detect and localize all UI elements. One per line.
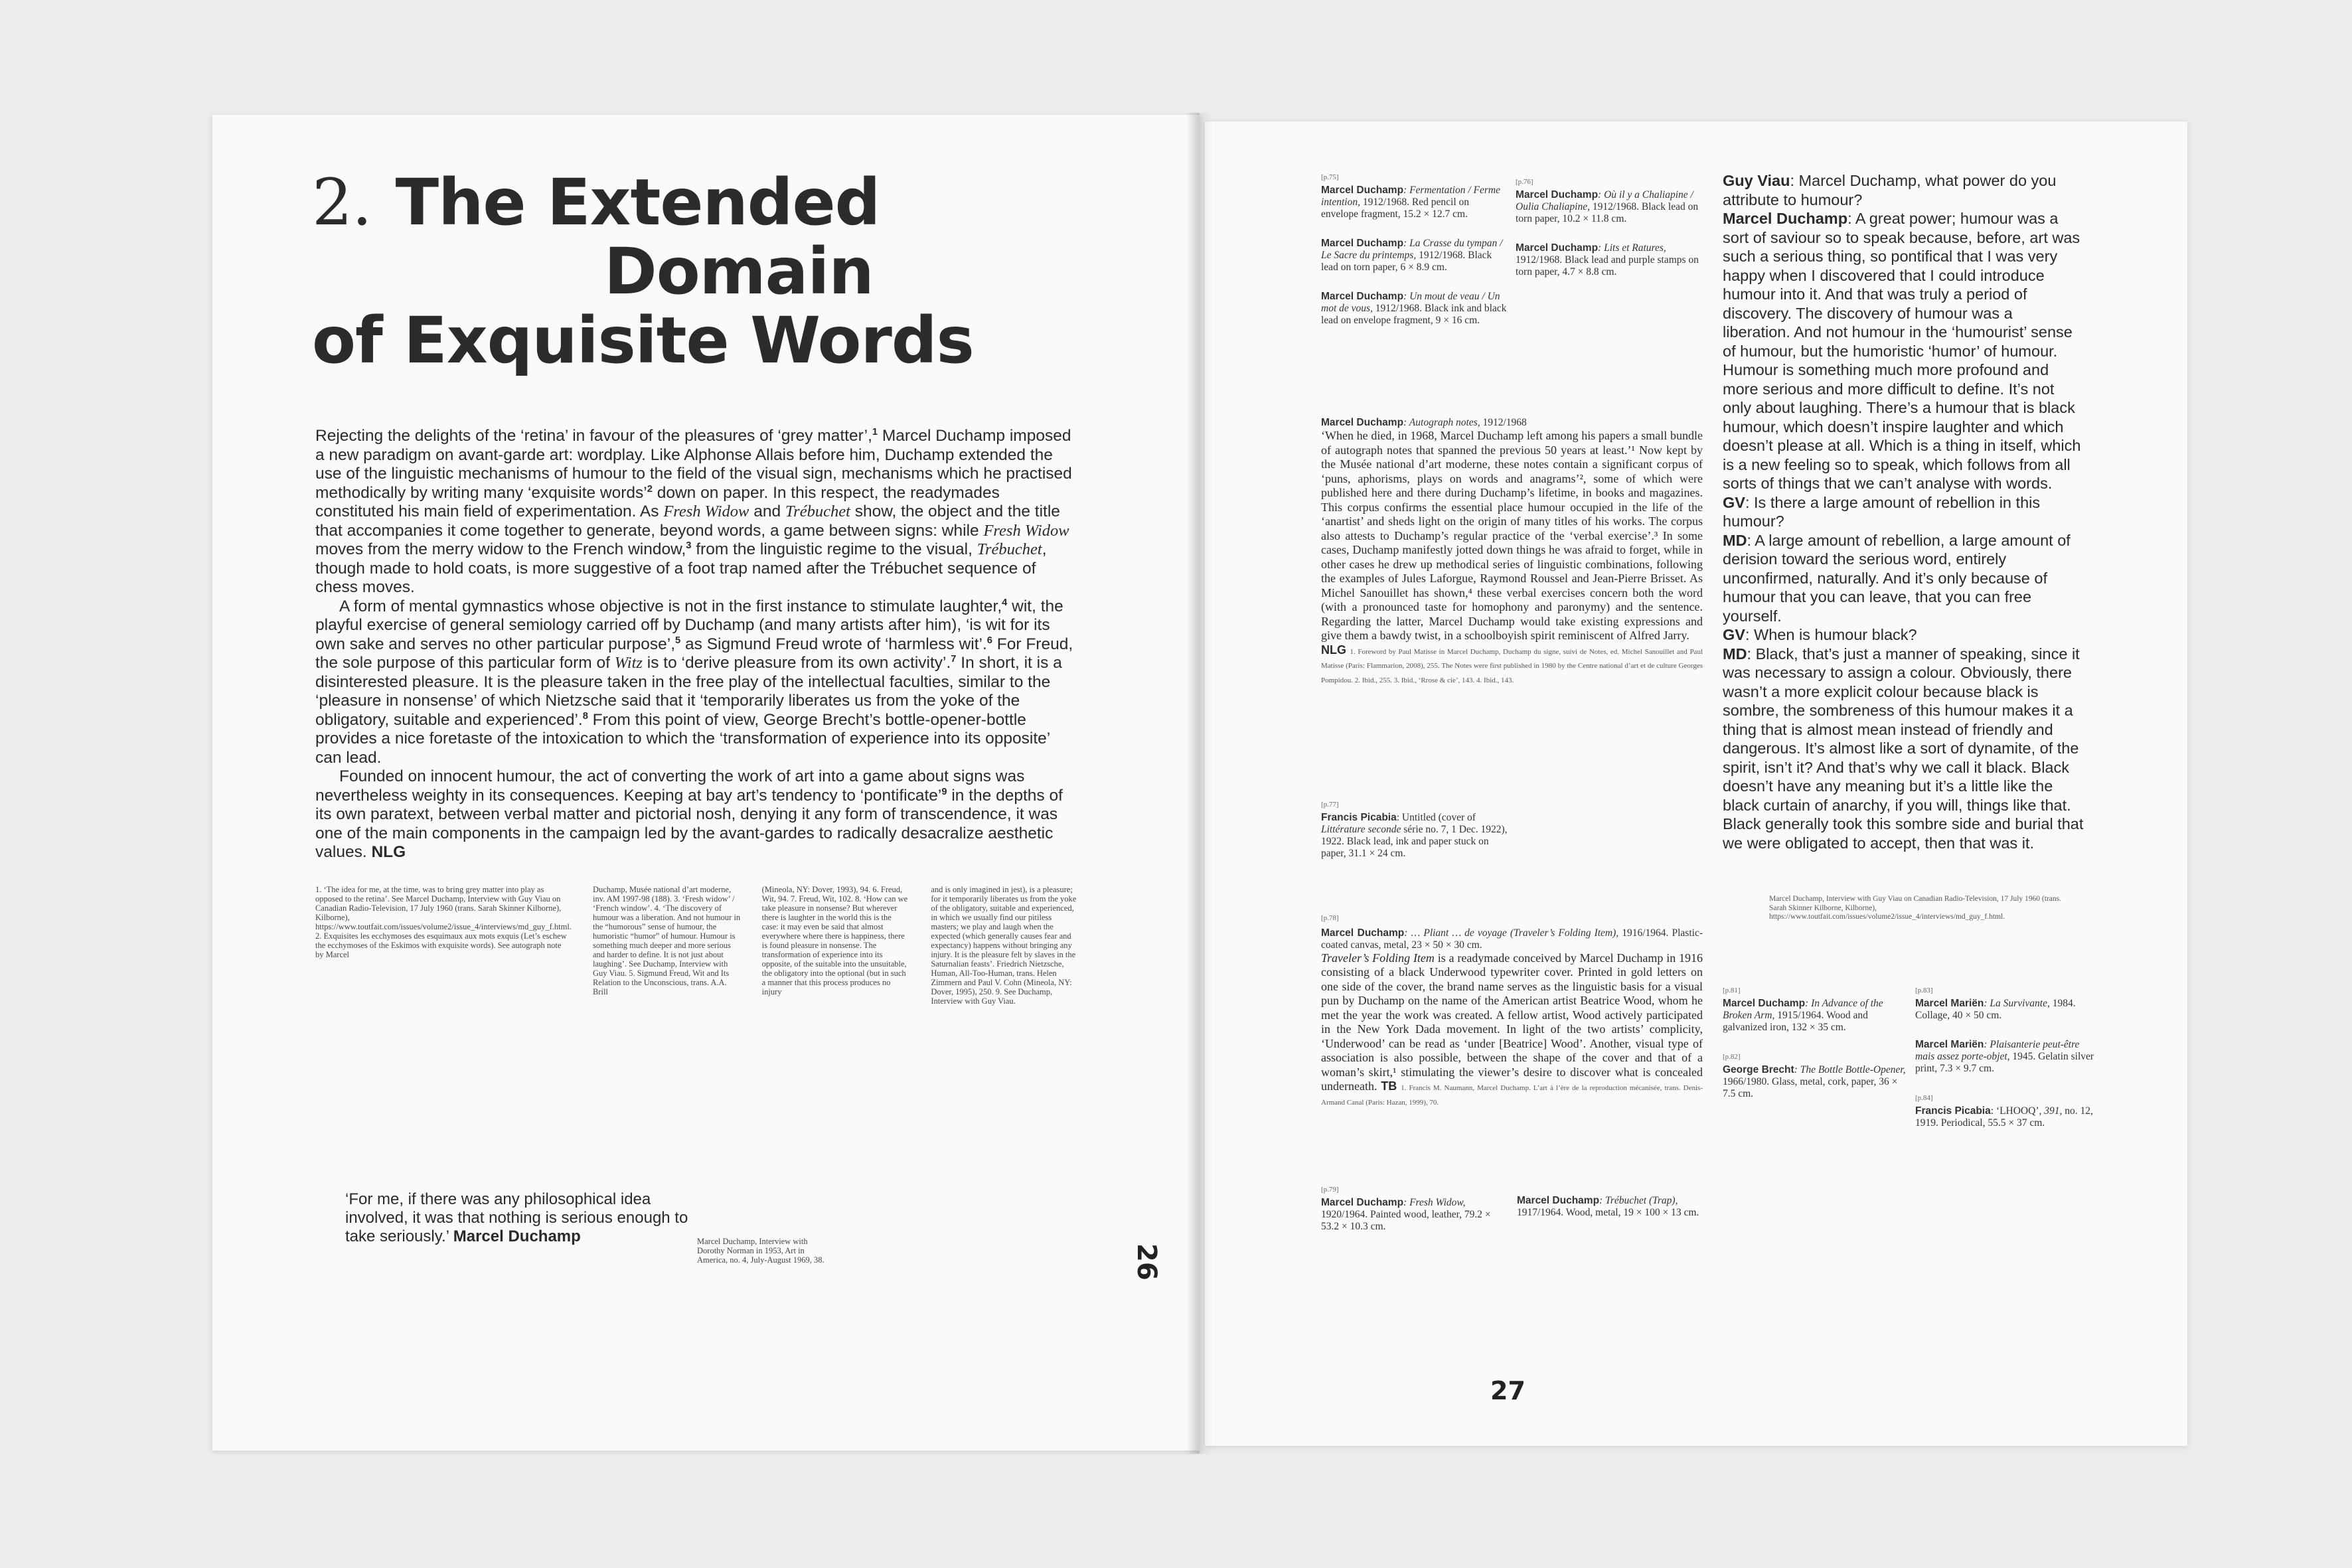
footnote-ref: 1 xyxy=(872,426,878,437)
footnotes-column-1: 1. ‘The idea for me, at the time, was to bring grey matter into play as opposed to the retina’. See Marcel Duchamp, Interview with Guy Viau on Canadian Radio-Television, 17 July 1960 (trans. Sarah Skinner Kilborne), Kilborne), https://www.toutfait.com/issues/volume2/issue_4/interviews/md_guy_f.html. 2. Exquisites les ecchymoses des esquimaux aux mots exquis (Let’s eschew the ecchymoses of the Eskimos with exquisite words). See autograph note by Marcel xyxy=(315,885,572,959)
captions-column-d xyxy=(1915,984,2101,1146)
caption-trebuchet: Marcel Duchamp: Trébuchet (Trap), 1917/1964. Wood, metal, 19 × 100 × 13 cm. xyxy=(1517,1195,1699,1218)
caption: Marcel Duchamp: Lits et Ratures, 1912/1968. Black lead and purple stamps on torn paper, 4.7 × 8.8 cm. xyxy=(1516,242,1699,277)
autograph-notes-essay: Marcel Duchamp: Autograph notes, 1912/1968 ‘When he died, in 1968, Marcel Duchamp left among his papers a small bundle of autograph notes that spanned the previous 50 years at least.’¹ Now kept by the Musée national d’art moderne, these notes contain a significant corpus of ‘puns, aphorisms, plays on words and anagrams’², some of which were published here and there during Duchamp’s lifetime, in books and magazines. This corpus confirms the essential place humour occupied in the life of the ‘anartist’ and sheds light on the origin of many titles of his works. The corpus also attests to Duchamp’s regular practice of the ‘verbal exercise’.³ In some cases, Duchamp manifestly jotted down things he was afraid to forget, while in other cases he drew up methodical series of linguistic combinations, following the examples of Jules Laforgue, Raymond Roussel and Jean-Pierre Brisset. As Michel Sanouillet has shown,⁴ these verbal exercises concern both the word (with a pronounced taste for homophony and paronymy) and the sentence. Regarding the latter, Marcel Duchamp would take existing expressions and give them a bawdy twist, in a schoolboyish spirit reminiscent of Alfred Jarry. NLG 1. Foreword by Paul Matisse in Marcel Duchamp, Duchamp du signe, suivi de Notes, ed. Michel Sanouillet and Paul Matisse (Paris: Flammarion, 2008), 255. The Notes were first published in 1980 by the Centre national d’art et de culture Georges Pompidou. 2. Ibid., 255. 3. Ibid., ‘Rrose & cie’, 143. 4. Ibid., 143. xyxy=(1321,417,1703,684)
caption: Marcel Duchamp: La Crasse du tympan / Le Sacre du printemps, 1912/1968. Black lead on torn paper, 6 × 8.9 cm. xyxy=(1321,238,1503,273)
footnote-ref: 4 xyxy=(1002,597,1008,608)
footnote-ref: 2 xyxy=(647,483,653,495)
plate-number: [p.78] xyxy=(1321,914,1339,922)
author-initials: TB xyxy=(1381,1079,1397,1093)
quote-source: Marcel Duchamp, Interview with Dorothy Norman in 1953, Art in America, no. 4, July-August 1969, 38. xyxy=(697,1237,824,1265)
intro-text xyxy=(315,427,1075,862)
caption: [p.81] Marcel Duchamp: In Advance of the Broken Arm, 1915/1964. Wood and galvanized iron, 132 × 35 cm. xyxy=(1723,984,1909,1034)
caption-p77: [p.77] Francis Picabia: Untitled (cover of Littérature seconde série no. 7, 1 Dec. 1922), 1922. Black lead, ink and paper stuck on paper, 31.1 × 24 cm. xyxy=(1321,799,1514,860)
plate-number: [p.84] xyxy=(1915,1094,1933,1102)
caption: [p.75] Marcel Duchamp: Fermentation / Ferme intention, 1912/1968. Red pencil on envelope fragment, 15.2 × 12.7 cm. xyxy=(1321,171,1507,220)
plate-number: [p.75] xyxy=(1321,173,1339,181)
captions-column-b xyxy=(1516,176,1701,295)
caption: [p.84] Francis Picabia: ‘LHOOQ’, 391, no. 12, 1919. Periodical, 55.5 × 37 cm. xyxy=(1915,1092,2101,1129)
quote-author: Marcel Duchamp xyxy=(453,1227,581,1245)
caption: [p.82] George Brecht: The Bottle Bottle-Opener, 1966/1980. Glass, metal, cork, paper, 36 × 7.5 cm. xyxy=(1723,1051,1909,1100)
essay-footnote: 1. Francis M. Naumann, Marcel Duchamp. L’art à l’ère de la reproduction mécanisée, trans. Denis-Armand Canal (Paris: Hazan, 1999), 70. xyxy=(1321,1084,1703,1107)
title-line-3: of Exquisite Words xyxy=(312,303,974,378)
plate-number: [p.82] xyxy=(1723,1053,1741,1061)
essay-footnote: 1. Foreword by Paul Matisse in Marcel Duchamp, Duchamp du signe, suivi de Notes, ed. Michel Sanouillet and Paul Matisse (Paris: Flammarion, 2008), 255. The Notes were first published in 1980 by the Centre national d’art et de culture Georges Pompidou. 2. Ibid., 255. 3. Ibid., ‘Rrose & cie’, 143. 4. Ibid., 143. xyxy=(1321,647,1703,684)
footnote-ref: 3 xyxy=(686,540,692,551)
footnote-ref: 8 xyxy=(582,710,588,722)
plate-number: [p.83] xyxy=(1915,986,1933,994)
caption-p79: [p.79] Marcel Duchamp: Fresh Widow, 1920/1964. Painted wood, leather, 79.2 × 53.2 × 10.3 cm. xyxy=(1321,1184,1507,1233)
footnotes-column-4: and is only imagined in jest), is a pleasure; for it temporarily liberates us from the yoke of the obligatory, suitable and experienced, in which we usually find our pitiless masters; we play and laugh when the expected (which generally causes fear and expectancy) happens without bringing any injury. It is the pleasure felt by slaves in the Saturnalian feasts’. Friedrich Nietzsche, Human, All-Too-Human, trans. Helen Zimmern and Paul V. Cohn (Mineola, NY: Dover, 1995), 250. 9. See Duchamp, Interview with Guy Viau. xyxy=(931,885,1077,1006)
footnotes-column-3: (Mineola, NY: Dover, 1993), 94. 6. Freud, Wit, 94. 7. Freud, Wit, 102. 8. ‘How can we take pleasure in nonsense? But wherever there is laughter in the world this is the case: it may even be said that almost everywhere where there is happiness, there is found pleasure in nonsense. The transformation of experience into its opposite, of the suitable into the unsuitable, the obligatory into the optional (but in such a manner that this process produces no injury xyxy=(761,885,908,996)
page-number-right: 27 xyxy=(1490,1376,1526,1405)
plate-number: [p.81] xyxy=(1723,986,1741,994)
left-page xyxy=(212,115,1200,1450)
footnote-ref: 7 xyxy=(951,653,957,665)
author-initials: NLG xyxy=(1321,643,1346,657)
footnotes-column-2: Duchamp, Musée national d’art moderne, inv. AM 1997-98 (188). 3. ‘Fresh widow’ / ‘French window’. 4. ‘The discovery of humour was a liberation. And not humour in the “humorous” sense of humour, the humoristic “humor” of humour. Humour is something much deeper and more serious and harder to define. It is not just about laughing’. See Duchamp, Interview with Guy Viau. 5. Sigmund Freud, Wit and Its Relation to the Unconscious, trans. A.A. Brill xyxy=(592,885,741,996)
pull-quote: ‘For me, if there was any philosophical idea involved, it was that nothing is serious enough to take seriously.’ Marcel Duchamp xyxy=(345,1190,688,1245)
plate-number: [p.76] xyxy=(1516,178,1533,186)
title-line-2: Domain xyxy=(604,234,874,309)
intro-paragraph-3: Founded on innocent humour, the act of converting the work of art into a game about signs was nevertheless weighty in its consequences. Keeping at bay art’s tendency to ‘pontificate’$^9$ in the depths of its own paratext, between verbal matter and pictorial nosh, denying it any form of transcendence, it was one of the main components in the campaign led by the avant-gardes to radically desacralize aesthetic values. NLG xyxy=(315,767,1063,861)
plate-number: [p.79] xyxy=(1321,1186,1339,1194)
page-number-left: 26 xyxy=(1131,1243,1162,1281)
chapter-number: 2. xyxy=(312,165,372,240)
captions-column-a xyxy=(1321,171,1507,344)
interview: Guy Viau: Marcel Duchamp, what power do you attribute to humour? Marcel Duchamp: A great power; humour was a sort of saviour so to speak because, before, art was such a serious thing, so pontifical that I was very happy when I discovered that I could introduce humour into it. And that was truly a period of discovery. The discovery of humour was a liberation. And not humour in the ‘humourist’ sense of humour, but the humoristic ‘humor’ of humour. Humour is something much more profound and more serious and more difficult to define. It’s not only about laughing. There’s a humour that is black humour, which doesn’t inspire laughter and which doesn’t please at all. Which is a thing in itself, which is a new feeling so to speak, which follows from all sorts of things that we can’t analyse with words. GV: Is there a large amount of rebellion in this humour? MD: A large amount of rebellion, a large amount of derision toward the serious word, entirely unconfirmed, naturally. And it’s only because of humour that you can leave, that you can free yourself. GV: When is humour black? MD: Black, that’s just a manner of speaking, since it was necessary to assign a colour. Obviously, there wasn’t a more explicit colour because black is sombre, the sombreness of this humour makes it a thing that is almost mean instead of friendly and dangerous. It’s almost like a sort of dynamite, of the spirit, isn’t it? And that’s why we call it black. Black doesn’t have any meaning but it’s a little like the black curtain of anarchy, if you will, things like that. Black generally took this sombre side and burial that we were obligated to accept, then that was it. xyxy=(1723,172,2084,852)
footnote-ref: 6 xyxy=(986,635,992,646)
chapter-title xyxy=(312,165,1042,378)
footnote-ref: 9 xyxy=(941,786,947,797)
author-initials: NLG xyxy=(371,843,406,861)
footnotes xyxy=(315,885,1079,1006)
title-line-1: The Extended xyxy=(395,165,880,240)
right-page xyxy=(1205,121,2187,1446)
caption: [p.76] Marcel Duchamp: Où il y a Chaliapine / Oulia Chaliapine, 1912/1968. Black lead on torn paper, 10.2 × 11.8 cm. xyxy=(1516,176,1701,225)
captions-column-c xyxy=(1723,984,1909,1117)
footnote-ref: 5 xyxy=(675,635,681,646)
interview-source: Marcel Duchamp, Interview with Guy Viau on Canadian Radio-Television, 17 July 1960 (trans. Sarah Skinner Kilborne, Kilborne), https://www.toutfait.com/issues/volume2/issue_4/interviews/md_guy_f.html. xyxy=(1769,895,2061,921)
caption: Marcel Duchamp: Un mout de veau / Un mot de vous, 1912/1968. Black ink and black lead on envelope fragment, 9 × 16 cm. xyxy=(1321,291,1507,326)
plate-number: [p.77] xyxy=(1321,801,1339,809)
intro-paragraph-1: Rejecting the delights of the ‘retina’ in favour of the pleasures of ‘grey matter’,$^1$ Marcel Duchamp imposed a new paradigm on avant-garde art: wordplay. Like Alphonse Allais before him, Duchamp extended the use of the linguistic mechanisms of humour to the field of the visual sign, mechanisms which he practised methodically by writing many ‘exquisite words’$^2$ down on paper. In this respect, the readymades constituted his main field of experimentation. As Fresh Widow and Trébuchet show, the object and the title that accompanies it come together to generate, beyond words, a game between signs: while Fresh Widow moves from the merry widow to the French window,$^3$ from the linguistic regime to the visual, Trébuchet, though made to hold coats, is more suggestive of a foot trap named after the Trébuchet sequence of chess moves. xyxy=(315,426,1072,596)
caption: [p.83] Marcel Mariën: La Survivante, 1984. Collage, 40 × 50 cm. xyxy=(1915,984,2101,1022)
folding-item-essay: [p.78] Marcel Duchamp: … Pliant … de voyage (Traveler’s Folding Item), 1916/1964. Plastic-coated canvas, metal, 23 × 50 × 30 cm. Traveler’s Folding Item is a readymade conceived by Marcel Duchamp in 1916 consisting of a black Underwood typewriter cover. Printed in gold letters on one side of the cover, the brand name serves as the linguistic basis for a visual pun by Duchamp on the name of the American artist Beatrice Wood, whom he met the year the work was created. A fellow artist, Wood actively participated in the New York Dada movement. In light of the two artists’ complicity, ‘Underwood’ can be read as ‘under [Beatrice] Wood’. Another, visual type of association is also possible, between the shape of the cover and that of a woman’s skirt,¹ stimulating the viewer’s desire to discover what is concealed underneath. TB 1. Francis M. Naumann, Marcel Duchamp. L’art à l’ère de la reproduction mécanisée, trans. Denis-Armand Canal (Paris: Hazan, 1999), 70. xyxy=(1321,911,1703,1108)
caption: Marcel Mariën: Plaisanterie peut-être mais assez porte-objet, 1945. Gelatin silver print, 7.3 × 9.7 cm. xyxy=(1915,1039,2094,1074)
intro-paragraph-2: A form of mental gymnastics whose objective is not in the first instance to stimulate laughter,$^4$ wit, the playful exercise of general semiology carried off by Duchamp (and many artists after him), ‘is wit for its own sake and serves no other particular purpose’,$^5$ as Sigmund Freud wrote of ‘harmless wit’.$^6$ For Freud, the sole purpose of this particular form of Witz is to ‘derive pleasure from its own activity’.$^7$ In short, it is a disinterested pleasure. It is the pleasure taken in the free play of the intellectual faculties, similar to the ‘pleasure in nonsense’ of which Nietzsche said that it ‘temporarily liberates us from the yoke of the obligatory, suitable and experienced’.$^8$ From this point of view, George Brecht’s bottle-opener-bottle provides a nice foretaste of the intoxication to which the ‘transformation of experience into its opposite’ can lead. xyxy=(315,597,1073,767)
